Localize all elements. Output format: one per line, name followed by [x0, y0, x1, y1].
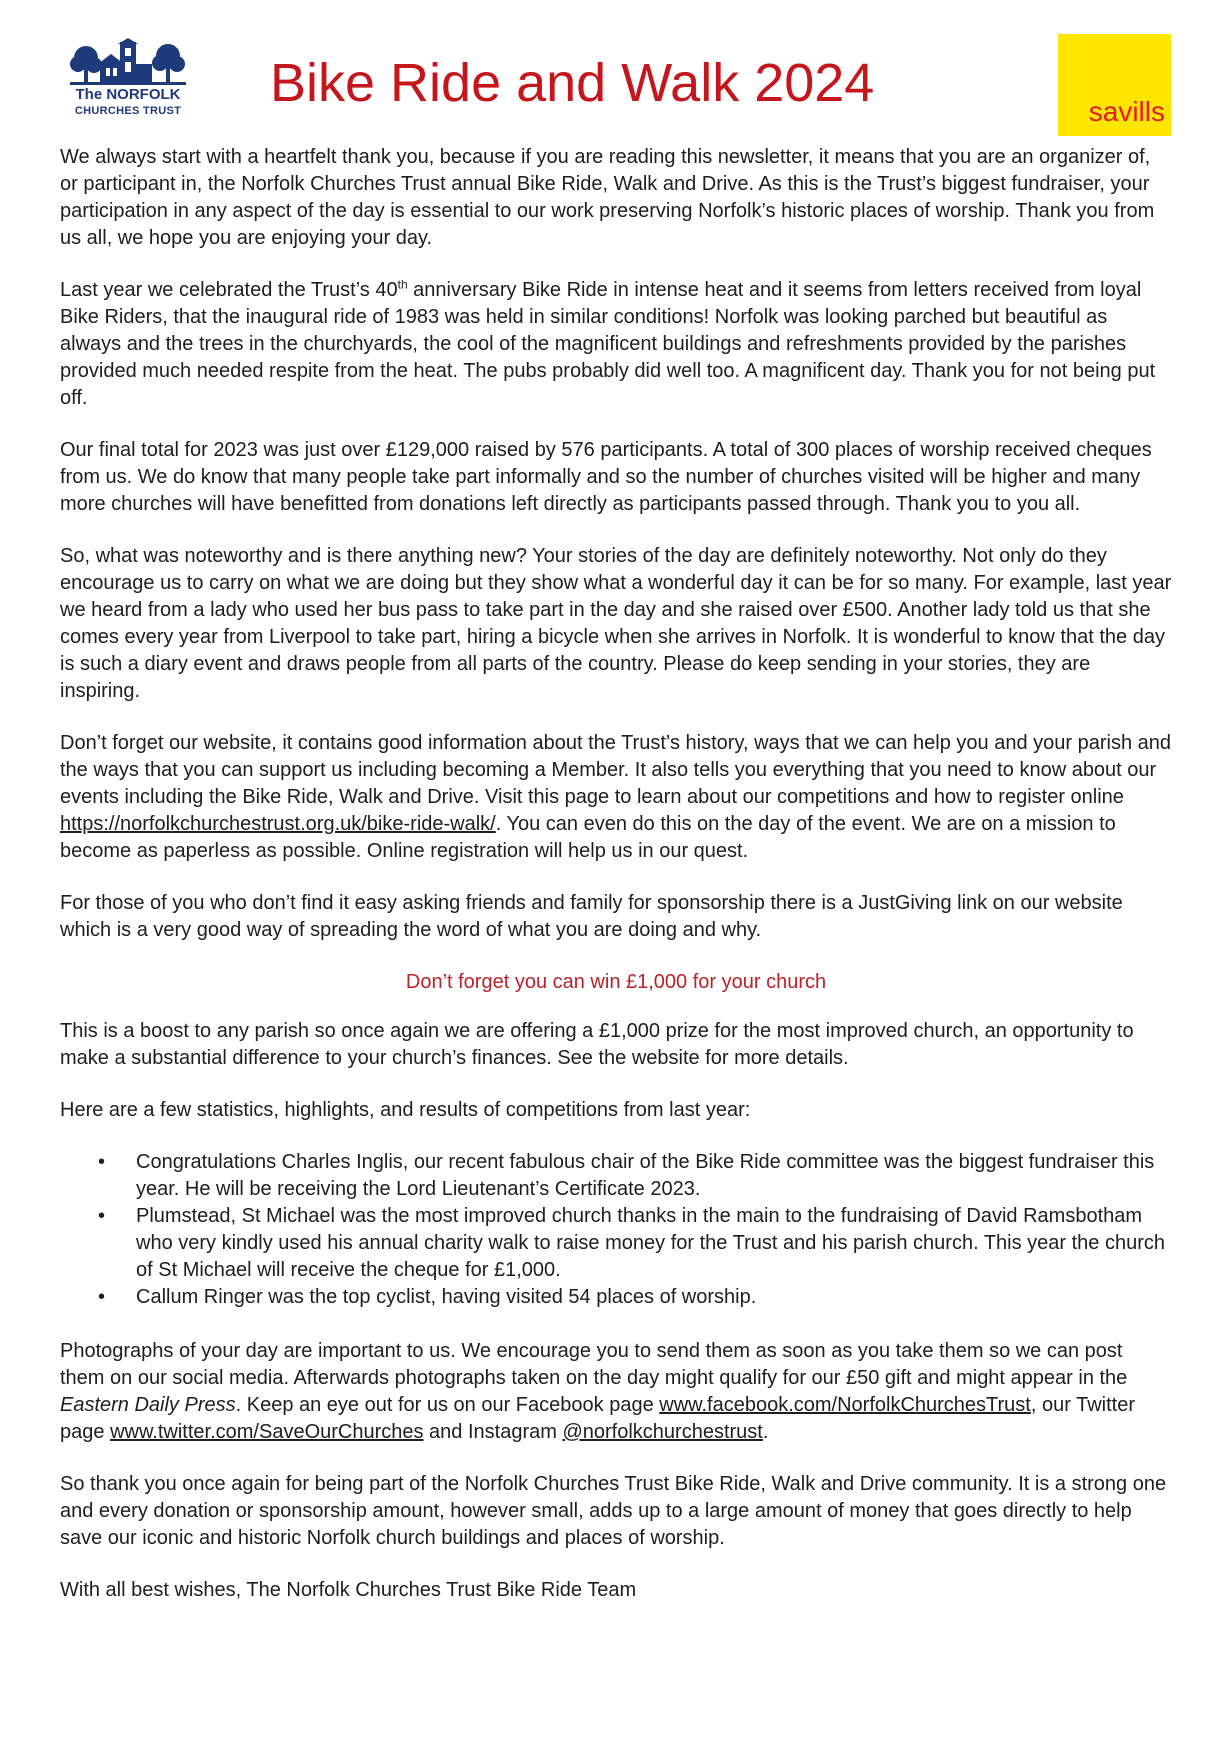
page-title: Bike Ride and Walk 2024 [270, 53, 875, 113]
instagram-link[interactable]: @norfolkchurchestrust [562, 1421, 763, 1443]
photos-text-1: Photographs of your day are important to us. We encourage you to send them as soon as you take them so we can post them on our social media. Afterwards photographs taken on the day might qualify for our £50 gift and might appear in the [60, 1340, 1128, 1389]
paragraph-intro: We always start with a heartfelt thank you, because if you are reading this newsletter, it means that you are an organizer of, or participant in, the Norfolk Churches Trust annual Bike Ride, Walk and Drive. As this is the Trust’s biggest fundraiser, your participation in any aspect of the day is essential to our work preserving Norfolk’s historic places of worship. Thank you from us all, we hope you are enjoying your day. [60, 146, 1155, 249]
ordinal-suffix: th [397, 277, 408, 292]
church-trees-icon [66, 38, 190, 86]
logo-subname: CHURCHES TRUST [74, 105, 182, 117]
registration-link[interactable]: https://norfolkchurchestrust.org.uk/bike-ride-walk/ [60, 813, 496, 835]
paragraph-prize: This is a boost to any parish so once again we are offering a £1,000 prize for the most improved church, an opportunity to make a substantial difference to your church’s finances. See the website for more details. [60, 1020, 1134, 1069]
paragraph-totals: Our final total for 2023 was just over £129,000 raised by 576 participants. A total of 300 places of worship received cheques from us. We do know that many people take part informally and so the number of churches visited will be higher and many more churches will have benefitted from donations left directly as participants passed through. Thank you to you all. [60, 439, 1152, 515]
paragraph-anniversary [60, 277, 1172, 412]
list-item: • Plumstead, St Michael was the most improved church thanks in the main to the fundraising of David Ramsbotham who very kindly used his annual charity walk to raise money for the Trust and his parish church. This year the church of St Michael will receive the cheque for £1,000. [136, 1203, 1172, 1284]
paragraph-thanks: So thank you once again for being part of the Norfolk Churches Trust Bike Ride, Walk and Drive community. It is a strong one and every donation or sponsorship amount, however small, adds up to a large amount of money that goes directly to help save our iconic and historic Norfolk church buildings and places of worship. [60, 1473, 1167, 1549]
prize-callout: Don’t forget you can win £1,000 for your church [405, 971, 827, 993]
twitter-link[interactable]: www.twitter.com/SaveOurChurches [110, 1421, 424, 1443]
paragraph-website [60, 730, 1172, 865]
logo-name: The NORFOLK [75, 86, 181, 103]
trust-logo [66, 38, 194, 130]
header [60, 0, 1172, 144]
photos-text-3: , our Twitter page [60, 1394, 1135, 1443]
highlights-list [60, 1149, 1172, 1311]
paragraph-photographs [60, 1338, 1172, 1446]
signoff: With all best wishes, The Norfolk Churches Trust Bike Ride Team [60, 1579, 637, 1601]
newspaper-name: Eastern Daily Press [60, 1394, 236, 1416]
website-text-start: Don’t forget our website, it contains good information about the Trust’s history, ways that we can help you and your parish and the ways that you can support us including becoming a Member. It also tells you everything that you need to know about our events including the Bike Ride, Walk and Drive. Visit this page to learn about our competitions and how to register online [60, 732, 1171, 808]
list-item: • Callum Ringer was the top cyclist, having visited 54 places of worship. [136, 1284, 1172, 1311]
facebook-link[interactable]: www.facebook.com/NorfolkChurchesTrust [659, 1394, 1031, 1416]
photos-text-5: . [762, 1421, 769, 1443]
photos-text-2: . Keep an eye out for us on our Facebook page [235, 1394, 660, 1416]
website-text-end: . You can even do this on the day of the event. We are on a mission to become as paperless as possible. Online registration will help us in our quest. [60, 813, 1116, 862]
anniversary-text-end: anniversary Bike Ride in intense heat and it seems from letters received from loyal Bike Riders, that the inaugural ride of 1983 was held in similar conditions! Norfolk was looking parched but beautiful as always and the trees in the churchyards, the cool of the magnificent buildings and refreshments provided by the parishes provided much needed respite from the heat. The pubs probably did well too. A magnificent day. Thank you for not being put off. [60, 279, 1156, 409]
list-item: • Congratulations Charles Inglis, our recent fabulous chair of the Bike Ride committee was the biggest fundraiser this year. He will be receiving the Lord Lieutenant’s Certificate 2023. [136, 1149, 1172, 1203]
photos-text-4: and Instagram [423, 1421, 563, 1443]
paragraph-stories: So, what was noteworthy and is there anything new? Your stories of the day are definitely noteworthy. Not only do they encourage us to carry on what we are doing but they show what a wonderful day it can be for so many. For example, last year we heard from a lady who used her bus pass to take part in the day and she raised over £500. Another lady told us that she comes every year from Liverpool to take part, hiring a bicycle when she arrives in Norfolk. It is wonderful to know that the day is such a diary event and draws people from all parts of the country. Please do keep sending in your stories, they are inspiring. [60, 545, 1172, 702]
sponsor-logo [1058, 34, 1171, 136]
paragraph-statistics-intro: Here are a few statistics, highlights, and results of competitions from last year: [60, 1099, 751, 1121]
paragraph-justgiving: For those of you who don’t find it easy asking friends and family for sponsorship there is a JustGiving link on our website which is a very good way of spreading the word of what you are doing and why. [60, 892, 1123, 941]
sponsor-name: savills [1088, 96, 1165, 127]
anniversary-text-start: Last year we celebrated the Trust’s 40 [60, 279, 398, 301]
